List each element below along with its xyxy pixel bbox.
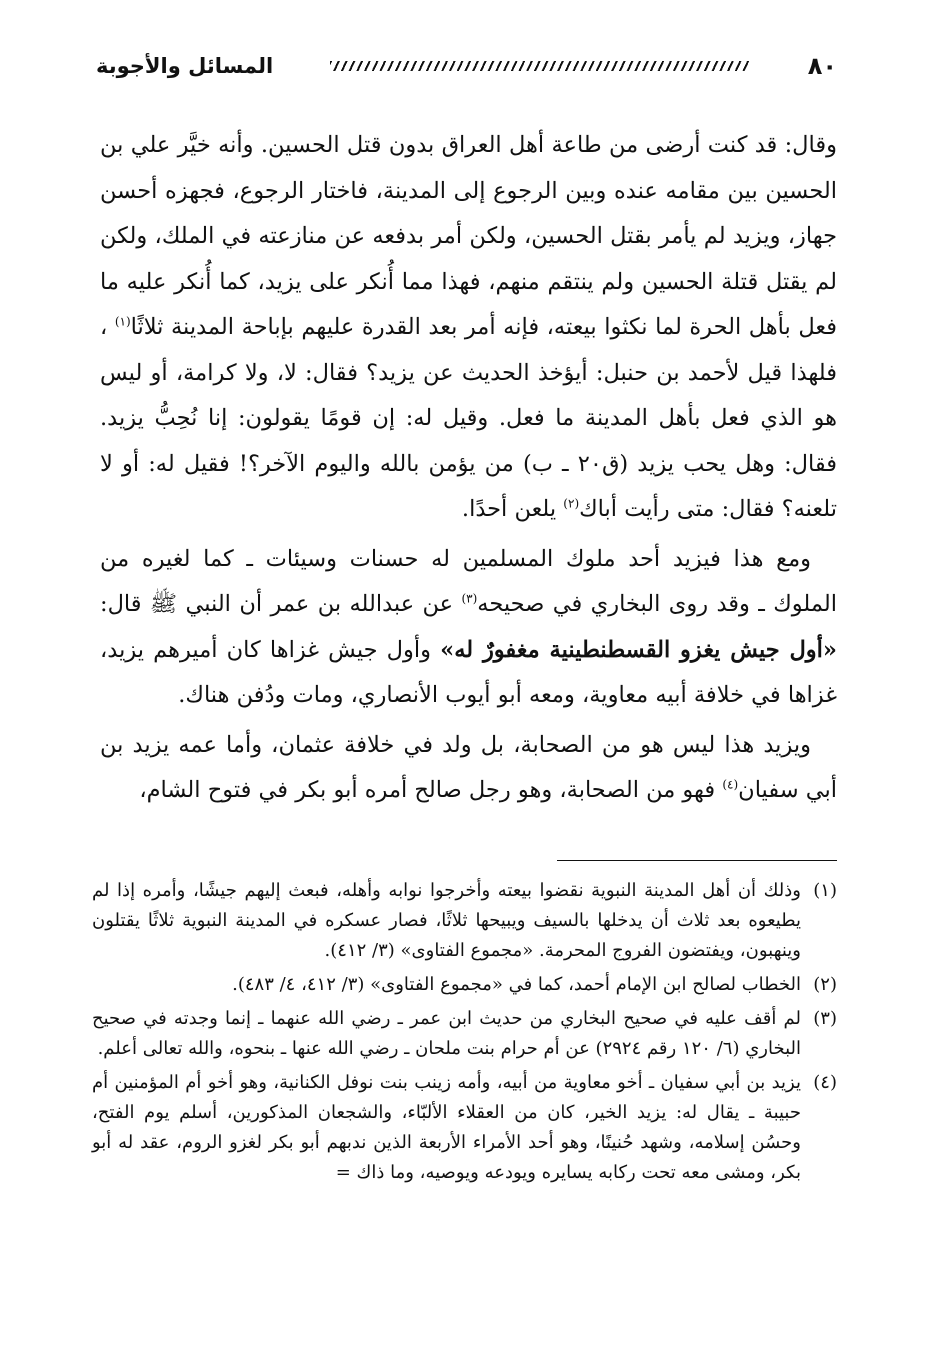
footnote-separator — [557, 860, 837, 861]
paragraph-text: ، فلهذا قيل لأحمد بن حنبل: أيؤخذ الحديث عن يزيد؟ فقال: لا، ولا كرامة، أو ليس هو الذي فعل بأهل المدينة ما فعل. وقيل له: إن قومًا يقولون: إنا نُحِبُّ يزيد. فقال: وهل يحب يزيد (ق٢٠ ـ ب) من يؤمن بالله واليوم الآخر؟! فقيل له: أو لا تلعنه؟ فقال: متى رأيت أباك — [100, 314, 838, 522]
running-header — [96, 46, 837, 86]
paragraph-text: فهو من الصحابة، وهو رجل صالح أمره أبو بكر في فتوح الشام، — [139, 777, 723, 803]
paragraph-text: وقال: قد كنت أرضى من طاعة أهل العراق بدون قتل الحسين. وأنه خيَّر علي بن الحسين بين مقامه عنده وبين الرجوع إلى المدينة، فاختار الرجوع، فجهزه أحسن جهاز، ويزيد لم يأمر بقتل الحسين، ولكن أمر بدفعه عن منازعته في الملك، ولكن لم يقتل قتلة الحسين ولم ينتقم منهم، فهذا مما أُنكر على يزيد، كما أُنكر عليه ما فعل بأهل الحرة لما نكثوا بيعته، فإنه أمر بعد القدرة عليهم بإباحة المدينة ثلاثًا — [100, 132, 837, 340]
footnote-text: الخطاب لصالح ابن الإمام أحمد، كما في «مجموع الفتاوى» (٣/ ٤١٢، ٤/ ٤٨٣). — [232, 974, 801, 995]
book-title: المسائل والأجوبة — [96, 54, 274, 78]
footnote-3 — [92, 1004, 837, 1064]
footnote-number: (٢) — [813, 974, 837, 995]
hadith-quote: «أول جيش يغزو القسطنطينية مغفورٌ له» — [440, 636, 837, 663]
paragraph-text: ومع هذا فيزيد أحد ملوك المسلمين له حسنات وسيئات ـ كما لغيره من الملوك ـ وقد روى البخاري في صحيحه — [100, 545, 837, 617]
paragraph-3 — [100, 723, 837, 814]
footnote-1 — [92, 876, 837, 966]
paragraph-text: عن عبدالله بن عمر أن النبي ﷺ قال: — [100, 591, 462, 617]
footnote-text: يزيد بن أبي سفيان ـ أخو معاوية من أبيه، وأمه زينب بنت نوفل الكنانية، وهو أخو أم المؤمنين أم حبيبة ـ يقال له: يزيد الخير، كان من العقلاء الألبّاء، والشجعان المذكورين، أسلم يوم الفتح، وحسُن إسلامه، وشهد حُنينًا، وهو أحد الأمراء الأربعة الذين ندبهم أبو بكر لغزو الروم، عقد له أبو بكر، ومشى معه تحت ركابه يسايره ويودعه ويوصيه، وما ذاك = — [92, 1072, 801, 1183]
footnote-number: (٤) — [813, 1072, 837, 1093]
footnote-ref-1: (١) — [114, 314, 131, 329]
footnote-number: (١) — [813, 880, 837, 901]
paragraph-text: ويزيد هذا ليس هو من الصحابة، بل ولد في خلافة عثمان، وأما عمه يزيد بن أبي سفيان — [100, 731, 837, 803]
footnote-ref-2: (٢) — [563, 496, 580, 511]
footnotes — [92, 876, 837, 1192]
header-rule — [330, 61, 750, 71]
footnote-number: (٣) — [813, 1008, 837, 1029]
paragraph-text: وأول جيش غزاها كان أميرهم يزيد، غزاها في خلافة أبيه معاوية، ومعه أبو أيوب الأنصاري، ومات ودُفن هناك. — [100, 636, 837, 708]
paragraph-text: يلعن أحدًا. — [461, 496, 564, 522]
footnote-2 — [92, 970, 837, 1000]
footnote-ref-4: (٤) — [722, 777, 739, 792]
footnote-ref-3: (٣) — [461, 591, 478, 606]
footnote-text: لم أقف عليه في صحيح البخاري من حديث ابن عمر ـ رضي الله عنهما ـ إنما وجدته في صحيح البخاري (٦/ ١٢٠ رقم ٢٩٢٤) عن أم حرام بنت ملحان ـ رضي الله عنها ـ بنحوه، والله تعالى أعلم. — [92, 1008, 801, 1059]
paragraph-1 — [100, 123, 837, 533]
footnote-text: وذلك أن أهل المدينة النبوية نقضوا بيعته وأخرجوا نوابه وأهله، فبعث إليهم جيشًا، وأمره إذا لم يطيعوه بعد ثلاث أن يدخلها بالسيف ويبيحها ثلاثًا، فصار عسكره في المدينة النبوية ثلاثًا يقتلون وينهبون، ويفتضون الفروج المحرمة. «مجموع الفتاوى» (٣/ ٤١٢). — [92, 880, 801, 961]
page-number: ٨٠ — [807, 52, 837, 80]
main-text — [100, 123, 837, 814]
paragraph-2 — [100, 537, 837, 719]
footnote-4 — [92, 1068, 837, 1188]
